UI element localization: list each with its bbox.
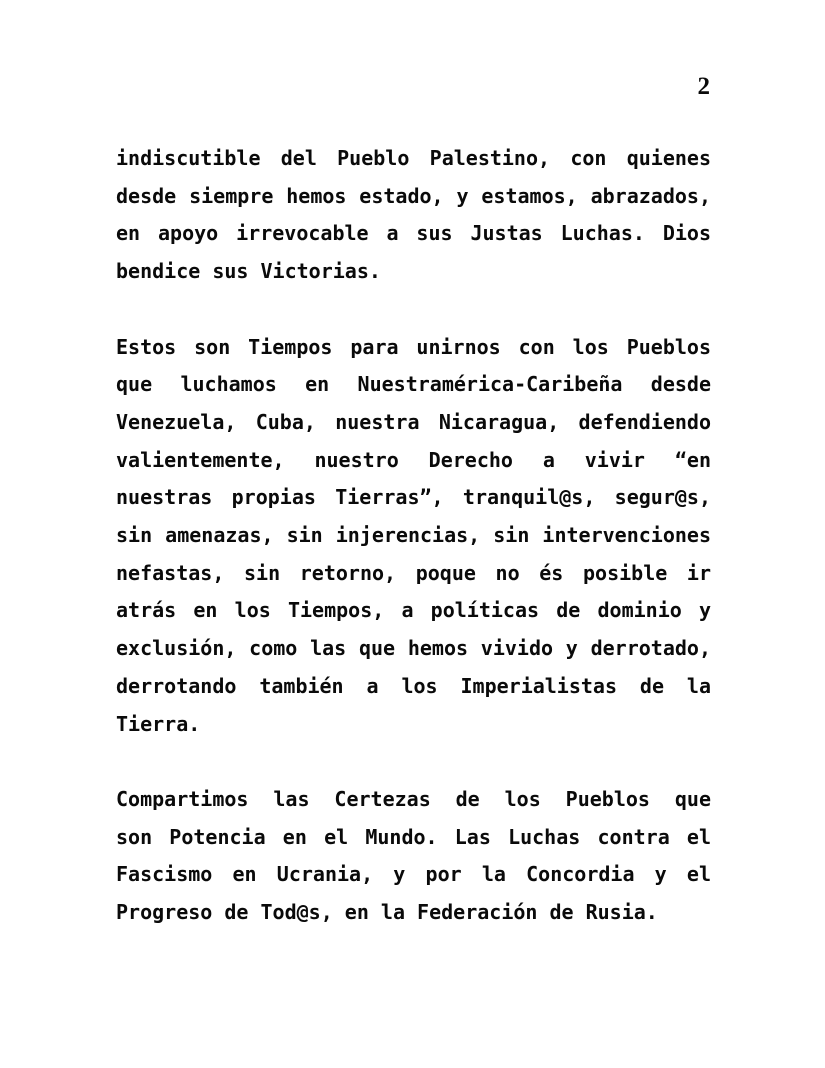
text-line: exclusión, como las que hemos vivido y derrotado, [116,636,711,661]
text-line: derrotando también a los Imperialistas de la [116,673,711,698]
text-line: atrás en los Tiempos, a políticas de dominio y [116,598,711,623]
text-line: Compartimos las Certezas de los Pueblos que [116,786,711,811]
document-body [116,140,711,932]
paragraph [116,781,711,932]
text-line: nuestras propias Tierras”, tranquil@s, segur@s, [116,485,711,510]
text-line: sin amenazas, sin injerencias, sin intervenciones [116,523,711,548]
page-number: 2 [697,73,710,100]
text-line: Progreso de Tod@s, en la Federación de Rusia. [116,900,658,925]
text-line: Estos son Tiempos para unirnos con los Pueblos [116,334,711,359]
text-line: Fascismo en Ucrania, y por la Concordia y el [116,862,711,887]
paragraph [116,140,711,291]
text-line: bendice sus Victorias. [116,259,381,284]
text-line: que luchamos en Nuestramérica-Caribeña desde [116,372,711,397]
text-line: Venezuela, Cuba, nuestra Nicaragua, defendiendo [116,409,711,434]
text-line: valientemente, nuestro Derecho a vivir “en [116,447,711,472]
text-line: Tierra. [116,711,201,736]
text-line: desde siempre hemos estado, y estamos, abrazados, [116,183,711,208]
text-line: son Potencia en el Mundo. Las Luchas contra el [116,824,711,849]
paragraph [116,329,711,744]
text-line: indiscutible del Pueblo Palestino, con quienes [116,146,711,170]
text-line: nefastas, sin retorno, poque no és posible ir [116,560,711,585]
text-line: en apoyo irrevocable a sus Justas Luchas. Dios [116,221,711,246]
